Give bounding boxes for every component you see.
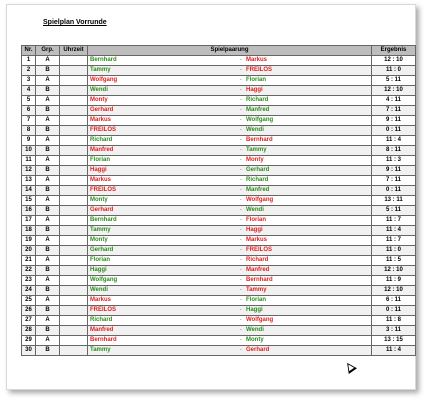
away-player: Wolfgang: [246, 197, 274, 203]
home-player: Florian: [90, 157, 111, 163]
row-group: A: [36, 76, 60, 86]
row-result: 7 : 11: [372, 176, 416, 186]
row-pairing: [88, 336, 372, 346]
row-number: 23: [22, 276, 36, 286]
row-group: A: [36, 176, 60, 186]
pairing-separator: -: [240, 147, 242, 153]
row-number: 14: [22, 186, 36, 196]
row-pairing: [88, 56, 372, 66]
away-player: FREILOS: [246, 67, 273, 73]
row-group: B: [36, 306, 60, 316]
row-group: B: [36, 206, 60, 216]
away-player: Florian: [246, 217, 267, 223]
home-player: Wendi: [90, 287, 108, 293]
row-time: [60, 156, 88, 166]
away-player: Wendi: [246, 327, 264, 333]
pairing-separator: -: [240, 117, 242, 123]
table-row: [22, 66, 416, 76]
row-result: 11 : 4: [372, 346, 416, 356]
row-result: 9 : 11: [372, 166, 416, 176]
row-time: [60, 226, 88, 236]
row-group: B: [36, 266, 60, 276]
away-player: Gerhard: [246, 167, 270, 173]
away-player: Wendi: [246, 127, 264, 133]
row-number: 30: [22, 346, 36, 356]
table-row: [22, 186, 416, 196]
row-pairing: [88, 86, 372, 96]
row-group: B: [36, 186, 60, 196]
table-row: [22, 146, 416, 156]
away-player: FREILOS: [246, 247, 273, 253]
row-time: [60, 246, 88, 256]
row-pairing: [88, 226, 372, 236]
row-group: B: [36, 106, 60, 116]
home-player: Bernhard: [90, 57, 117, 63]
away-player: Haggi: [246, 307, 263, 313]
table-body: [22, 56, 416, 356]
table-row: [22, 336, 416, 346]
table-row: [22, 226, 416, 236]
table-row: [22, 106, 416, 116]
table-row: [22, 166, 416, 176]
row-pairing: [88, 206, 372, 216]
row-pairing: [88, 146, 372, 156]
row-group: B: [36, 86, 60, 96]
row-result: 4 : 11: [372, 96, 416, 106]
table-row: [22, 316, 416, 326]
pairing-separator: -: [240, 127, 242, 133]
row-result: 13 : 11: [372, 196, 416, 206]
row-pairing: [88, 76, 372, 86]
row-result: 0 : 11: [372, 186, 416, 196]
row-group: B: [36, 226, 60, 236]
row-time: [60, 146, 88, 156]
header-result: Ergebnis: [372, 46, 416, 56]
pairing-separator: -: [240, 207, 242, 213]
row-group: A: [36, 256, 60, 266]
pairing-separator: -: [240, 167, 242, 173]
away-player: Florian: [246, 297, 267, 303]
page-title: Spielplan Vorrunde: [43, 19, 107, 26]
row-number: 26: [22, 306, 36, 316]
row-time: [60, 126, 88, 136]
row-pairing: [88, 126, 372, 136]
row-result: 11 : 7: [372, 236, 416, 246]
document-page: [6, 4, 416, 390]
row-number: 12: [22, 166, 36, 176]
row-number: 16: [22, 206, 36, 216]
table-row: [22, 216, 416, 226]
row-time: [60, 236, 88, 246]
row-number: 17: [22, 216, 36, 226]
table-row: [22, 266, 416, 276]
row-pairing: [88, 236, 372, 246]
row-result: 7 : 11: [372, 106, 416, 116]
table-row: [22, 156, 416, 166]
home-player: Gerhard: [90, 107, 114, 113]
row-group: B: [36, 286, 60, 296]
home-player: Wolfgang: [90, 277, 118, 283]
row-number: 18: [22, 226, 36, 236]
header-time: Uhrzeit: [60, 46, 88, 56]
row-pairing: [88, 296, 372, 306]
row-pairing: [88, 326, 372, 336]
row-result: 11 : 3: [372, 156, 416, 166]
away-player: Manfred: [246, 107, 270, 113]
row-time: [60, 106, 88, 116]
table-header-row: [22, 46, 416, 56]
pairing-separator: -: [240, 177, 242, 183]
pairing-separator: -: [240, 257, 242, 263]
row-pairing: [88, 176, 372, 186]
home-player: Manfred: [90, 147, 114, 153]
home-player: FREILOS: [90, 127, 117, 133]
row-number: 29: [22, 336, 36, 346]
row-number: 21: [22, 256, 36, 266]
table-row: [22, 196, 416, 206]
row-result: 12 : 10: [372, 86, 416, 96]
row-time: [60, 56, 88, 66]
table-row: [22, 256, 416, 266]
row-pairing: [88, 166, 372, 176]
row-number: 10: [22, 146, 36, 156]
header-group: Grp.: [36, 46, 60, 56]
row-number: 5: [22, 96, 36, 106]
row-result: 12 : 10: [372, 266, 416, 276]
row-time: [60, 326, 88, 336]
away-player: Monty: [246, 337, 264, 343]
row-group: B: [36, 66, 60, 76]
row-number: 4: [22, 86, 36, 96]
away-player: Gerhard: [246, 347, 270, 353]
table-row: [22, 276, 416, 286]
row-number: 11: [22, 156, 36, 166]
home-player: Haggi: [90, 267, 107, 273]
row-time: [60, 306, 88, 316]
away-player: Bernhard: [246, 277, 273, 283]
pairing-separator: -: [240, 217, 242, 223]
header-nr: Nr.: [22, 46, 36, 56]
home-player: Tammy: [90, 347, 111, 353]
row-time: [60, 86, 88, 96]
row-pairing: [88, 266, 372, 276]
home-player: Tammy: [90, 227, 111, 233]
row-result: 6 : 11: [372, 296, 416, 306]
row-time: [60, 66, 88, 76]
row-group: B: [36, 166, 60, 176]
home-player: Florian: [90, 257, 111, 263]
row-result: 11 : 8: [372, 316, 416, 326]
table-row: [22, 296, 416, 306]
row-number: 27: [22, 316, 36, 326]
row-number: 7: [22, 116, 36, 126]
row-group: A: [36, 276, 60, 286]
home-player: Wolfgang: [90, 77, 118, 83]
row-pairing: [88, 96, 372, 106]
pairing-separator: -: [240, 237, 242, 243]
row-number: 25: [22, 296, 36, 306]
home-player: Gerhard: [90, 207, 114, 213]
row-group: A: [36, 56, 60, 66]
away-player: Monty: [246, 157, 264, 163]
row-number: 6: [22, 106, 36, 116]
pairing-separator: -: [240, 307, 242, 313]
row-time: [60, 136, 88, 146]
row-pairing: [88, 216, 372, 226]
row-group: A: [36, 156, 60, 166]
row-number: 1: [22, 56, 36, 66]
away-player: Wolfgang: [246, 317, 274, 323]
pairing-separator: -: [240, 107, 242, 113]
home-player: Bernhard: [90, 217, 117, 223]
table-row: [22, 326, 416, 336]
home-player: Manfred: [90, 327, 114, 333]
pairing-separator: -: [240, 327, 242, 333]
home-player: Tammy: [90, 67, 111, 73]
pairing-separator: -: [240, 227, 242, 233]
row-number: 9: [22, 136, 36, 146]
pairing-separator: -: [240, 77, 242, 83]
row-group: B: [36, 146, 60, 156]
pairing-separator: -: [240, 87, 242, 93]
header-pairing: Spielpaarung: [88, 46, 372, 56]
row-group: B: [36, 246, 60, 256]
row-group: A: [36, 336, 60, 346]
row-number: 22: [22, 266, 36, 276]
row-pairing: [88, 106, 372, 116]
row-result: 12 : 10: [372, 286, 416, 296]
row-result: 11 : 5: [372, 256, 416, 266]
row-result: 11 : 7: [372, 216, 416, 226]
row-time: [60, 336, 88, 346]
table-row: [22, 76, 416, 86]
away-player: Tammy: [246, 287, 267, 293]
pairing-separator: -: [240, 287, 242, 293]
pairing-separator: -: [240, 317, 242, 323]
home-player: Bernhard: [90, 337, 117, 343]
pairing-separator: -: [240, 197, 242, 203]
away-player: Haggi: [246, 87, 263, 93]
row-number: 24: [22, 286, 36, 296]
table-row: [22, 126, 416, 136]
row-time: [60, 76, 88, 86]
home-player: Markus: [90, 117, 112, 123]
home-player: Gerhard: [90, 247, 114, 253]
row-result: 5 : 11: [372, 76, 416, 86]
row-pairing: [88, 116, 372, 126]
pairing-separator: -: [240, 137, 242, 143]
row-group: A: [36, 296, 60, 306]
row-number: 15: [22, 196, 36, 206]
row-pairing: [88, 246, 372, 256]
home-player: FREILOS: [90, 187, 117, 193]
pairing-separator: -: [240, 347, 242, 353]
row-result: 3 : 11: [372, 326, 416, 336]
row-pairing: [88, 156, 372, 166]
schedule-table: [21, 45, 416, 356]
row-pairing: [88, 136, 372, 146]
row-pairing: [88, 286, 372, 296]
table-row: [22, 136, 416, 146]
away-player: Wendi: [246, 207, 264, 213]
home-player: Richard: [90, 137, 113, 143]
home-player: Markus: [90, 297, 112, 303]
row-group: A: [36, 136, 60, 146]
away-player: Markus: [246, 237, 268, 243]
home-player: Richard: [90, 317, 113, 323]
row-time: [60, 176, 88, 186]
row-pairing: [88, 196, 372, 206]
row-pairing: [88, 316, 372, 326]
away-player: Bernhard: [246, 137, 273, 143]
row-time: [60, 116, 88, 126]
row-result: 13 : 15: [372, 336, 416, 346]
table-row: [22, 86, 416, 96]
row-time: [60, 216, 88, 226]
table-row: [22, 246, 416, 256]
row-result: 11 : 9: [372, 276, 416, 286]
row-time: [60, 296, 88, 306]
row-time: [60, 166, 88, 176]
away-player: Manfred: [246, 187, 270, 193]
row-result: 0 : 11: [372, 126, 416, 136]
pairing-separator: -: [240, 267, 242, 273]
row-time: [60, 256, 88, 266]
row-time: [60, 346, 88, 356]
row-result: 0 : 11: [372, 306, 416, 316]
row-group: B: [36, 126, 60, 136]
row-result: 5 : 11: [372, 206, 416, 216]
home-player: Monty: [90, 197, 108, 203]
home-player: Monty: [90, 237, 108, 243]
row-group: A: [36, 316, 60, 326]
pairing-separator: -: [240, 247, 242, 253]
row-pairing: [88, 256, 372, 266]
pairing-separator: -: [240, 97, 242, 103]
table-row: [22, 116, 416, 126]
row-number: 28: [22, 326, 36, 336]
row-result: 12 : 10: [372, 56, 416, 66]
pairing-separator: -: [240, 57, 242, 63]
table-row: [22, 286, 416, 296]
table-row: [22, 346, 416, 356]
home-player: FREILOS: [90, 307, 117, 313]
pairing-separator: -: [240, 157, 242, 163]
row-number: 2: [22, 66, 36, 76]
row-number: 8: [22, 126, 36, 136]
row-pairing: [88, 276, 372, 286]
row-result: 11 : 4: [372, 136, 416, 146]
row-number: 19: [22, 236, 36, 246]
table-row: [22, 236, 416, 246]
away-player: Richard: [246, 177, 269, 183]
pairing-separator: -: [240, 297, 242, 303]
row-time: [60, 206, 88, 216]
away-player: Richard: [246, 257, 269, 263]
row-time: [60, 276, 88, 286]
pairing-separator: -: [240, 337, 242, 343]
row-result: 11 : 0: [372, 246, 416, 256]
home-player: Haggi: [90, 167, 107, 173]
table-row: [22, 176, 416, 186]
row-pairing: [88, 306, 372, 316]
row-time: [60, 286, 88, 296]
row-time: [60, 186, 88, 196]
table-row: [22, 96, 416, 106]
row-result: 8 : 11: [372, 146, 416, 156]
row-number: 3: [22, 76, 36, 86]
pairing-separator: -: [240, 277, 242, 283]
home-player: Wendi: [90, 87, 108, 93]
away-player: Markus: [246, 57, 268, 63]
away-player: Tammy: [246, 147, 267, 153]
row-pairing: [88, 346, 372, 356]
row-group: B: [36, 326, 60, 336]
row-time: [60, 196, 88, 206]
pairing-separator: -: [240, 67, 242, 73]
row-time: [60, 266, 88, 276]
row-group: A: [36, 116, 60, 126]
row-result: 11 : 4: [372, 226, 416, 236]
away-player: Wolfgang: [246, 117, 274, 123]
away-player: Manfred: [246, 267, 270, 273]
row-group: A: [36, 96, 60, 106]
row-time: [60, 316, 88, 326]
row-group: A: [36, 216, 60, 226]
away-player: Haggi: [246, 227, 263, 233]
row-time: [60, 96, 88, 106]
table-row: [22, 306, 416, 316]
row-pairing: [88, 66, 372, 76]
home-player: Markus: [90, 177, 112, 183]
row-result: 9 : 11: [372, 116, 416, 126]
row-number: 13: [22, 176, 36, 186]
row-result: 11 : 0: [372, 66, 416, 76]
row-group: A: [36, 236, 60, 246]
row-number: 20: [22, 246, 36, 256]
table-row: [22, 206, 416, 216]
away-player: Richard: [246, 97, 269, 103]
row-pairing: [88, 186, 372, 196]
row-group: B: [36, 346, 60, 356]
pairing-separator: -: [240, 187, 242, 193]
away-player: Florian: [246, 77, 267, 83]
home-player: Monty: [90, 97, 108, 103]
table-row: [22, 56, 416, 66]
row-group: A: [36, 196, 60, 206]
